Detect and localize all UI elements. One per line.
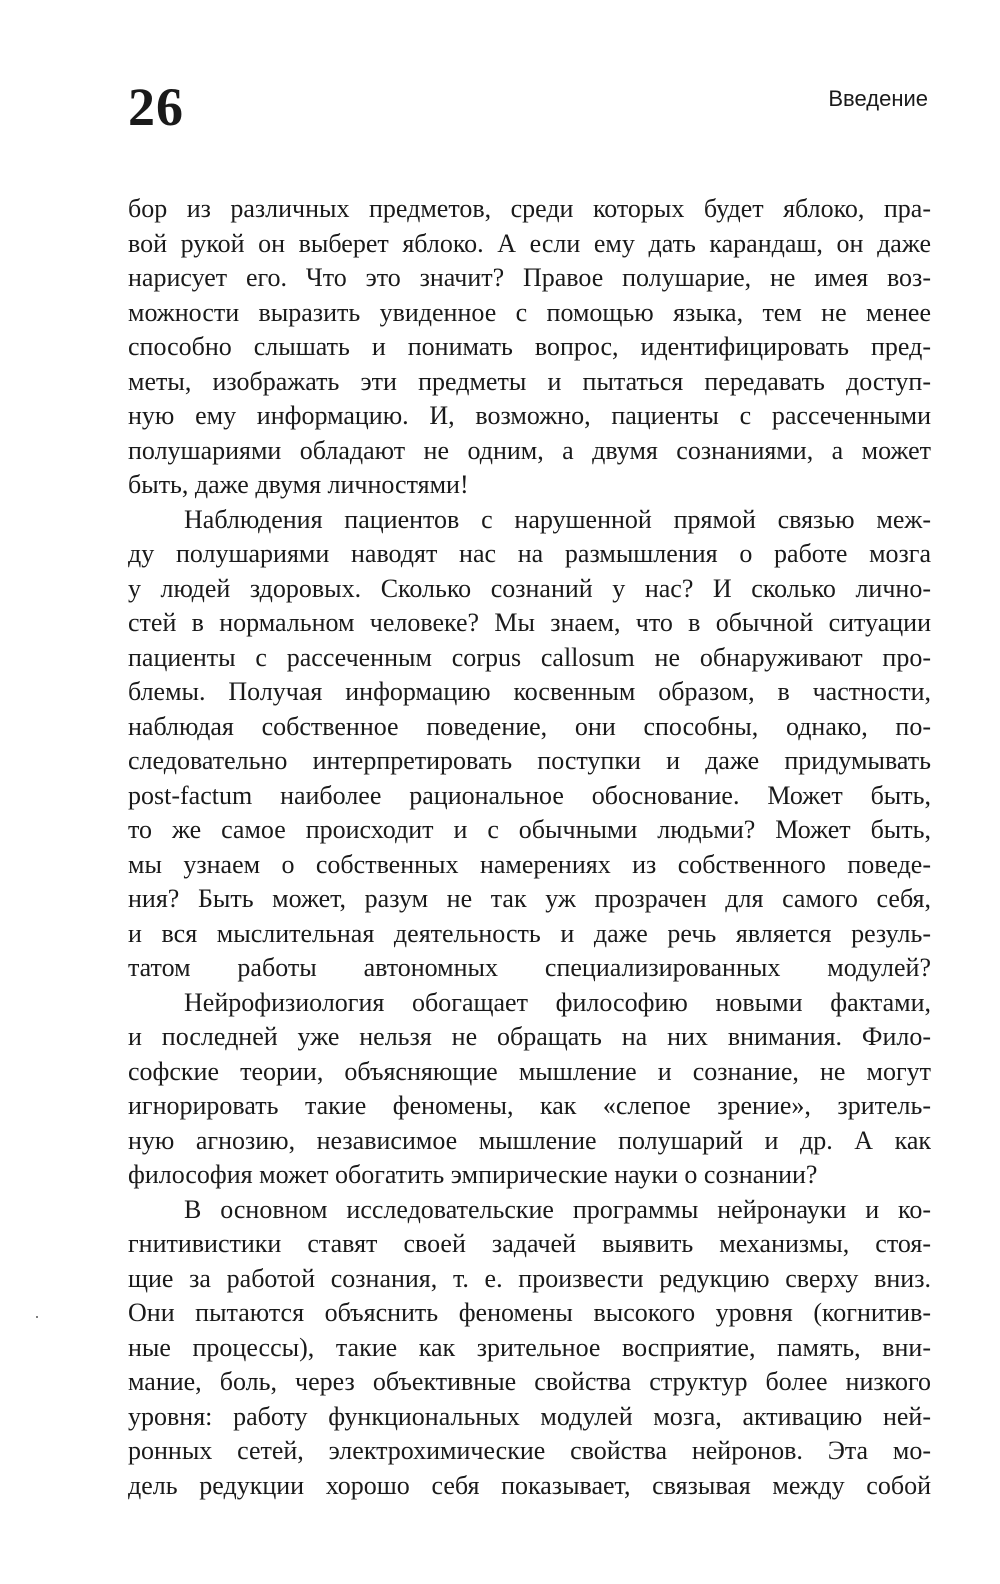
text-line: вой рукой он выберет яблоко. А если ему дать карандаш, он даже (128, 228, 931, 258)
text-line: Нейрофизиология обогащает философию новыми фактами, (184, 987, 931, 1017)
running-title: Введение (828, 86, 928, 111)
text-line: мы узнаем о собственных намерениях из собственного поведе- (128, 849, 931, 879)
text-line: быть, даже двумя личностями! (128, 470, 469, 499)
text-line: post-factum наиболее рациональное обоснование. Может быть, (128, 780, 931, 810)
text-line: и вся мыслительная деятельность и даже речь является резуль- (128, 918, 931, 948)
text-line: у людей здоровых. Сколько сознаний у нас? И сколько лично- (128, 573, 931, 603)
text-line: меты, изображать эти предметы и пытаться передавать доступ- (128, 366, 931, 396)
text-line: софские теории, объясняющие мышление и сознание, не могут (128, 1056, 931, 1086)
text-line: и последней уже нельзя не обращать на них внимания. Фило- (128, 1022, 931, 1051)
text-line: татом работы автономных специализированных модулей? (128, 953, 931, 982)
text-line: ронных сетей, электрохимические свойства нейронов. Эта мо- (128, 1436, 931, 1465)
text-line: В основном исследовательские программы нейронауки и ко- (184, 1194, 931, 1224)
text-line: нарисует его. Что это значит? Правое полушарие, не имея воз- (128, 263, 931, 292)
text-line: ную агнозию, независимое мышление полушарий и др. А как (128, 1125, 931, 1155)
text-line: гнитивистики ставят своей задачей выявить механизмы, стоя- (128, 1229, 931, 1258)
page-number: 26 (128, 77, 184, 137)
text-line: наблюдая собственное поведение, они способны, однако, по- (128, 711, 931, 741)
text-line: Они пытаются объяснить феномены высокого уровня (когнитив- (128, 1298, 931, 1327)
text-line: философия может обогатить эмпирические науки о сознании? (128, 1160, 818, 1189)
body-text (128, 192, 931, 1503)
text-line: можности выразить увиденное с помощью языка, тем не менее (128, 297, 931, 327)
text-line: щие за работой сознания, т. е. произвести редукцию сверху вниз. (128, 1263, 931, 1293)
text-line: стей в нормальном человеке? Мы знаем, что в обычной ситуации (128, 608, 931, 637)
text-line: ду полушариями наводят нас на размышления о работе мозга (128, 539, 931, 568)
stray-mark (36, 1316, 38, 1318)
text-line: то же самое происходит и с обычными людьми? Может быть, (128, 815, 931, 844)
text-line: блемы. Получая информацию косвенным образом, в частности, (128, 677, 931, 706)
text-line: пациенты с рассеченным corpus callosum не обнаруживают про- (128, 642, 931, 672)
text-line: уровня: работу функциональных модулей мозга, активацию ней- (128, 1401, 931, 1431)
paragraph (128, 986, 931, 1193)
text-line: бор из различных предметов, среди которых будет яблоко, пра- (128, 194, 931, 223)
text-line: мание, боль, через объективные свойства структур более низкого (128, 1367, 931, 1396)
text-line: ния? Быть может, разум не так уж прозрачен для самого себя, (128, 884, 931, 913)
text-line: ные процессы), такие как зрительное восприятие, память, вни- (128, 1332, 931, 1362)
paragraph (128, 192, 931, 503)
paragraph (128, 1193, 931, 1504)
text-line: дель редукции хорошо себя показывает, связывая между собой (128, 1470, 931, 1500)
text-line: полушариями обладают не одним, а двумя сознаниями, а может (128, 435, 931, 465)
paragraph (128, 503, 931, 986)
text-line: следовательно интерпретировать поступки и даже придумывать (128, 746, 931, 775)
text-line: Наблюдения пациентов с нарушенной прямой связью меж- (184, 504, 931, 534)
text-line: игнорировать такие феномены, как «слепое зрение», зритель- (128, 1091, 931, 1120)
text-line: ную ему информацию. И, возможно, пациенты с рассеченными (128, 401, 931, 430)
text-line: способно слышать и понимать вопрос, идентифицировать пред- (128, 332, 931, 361)
